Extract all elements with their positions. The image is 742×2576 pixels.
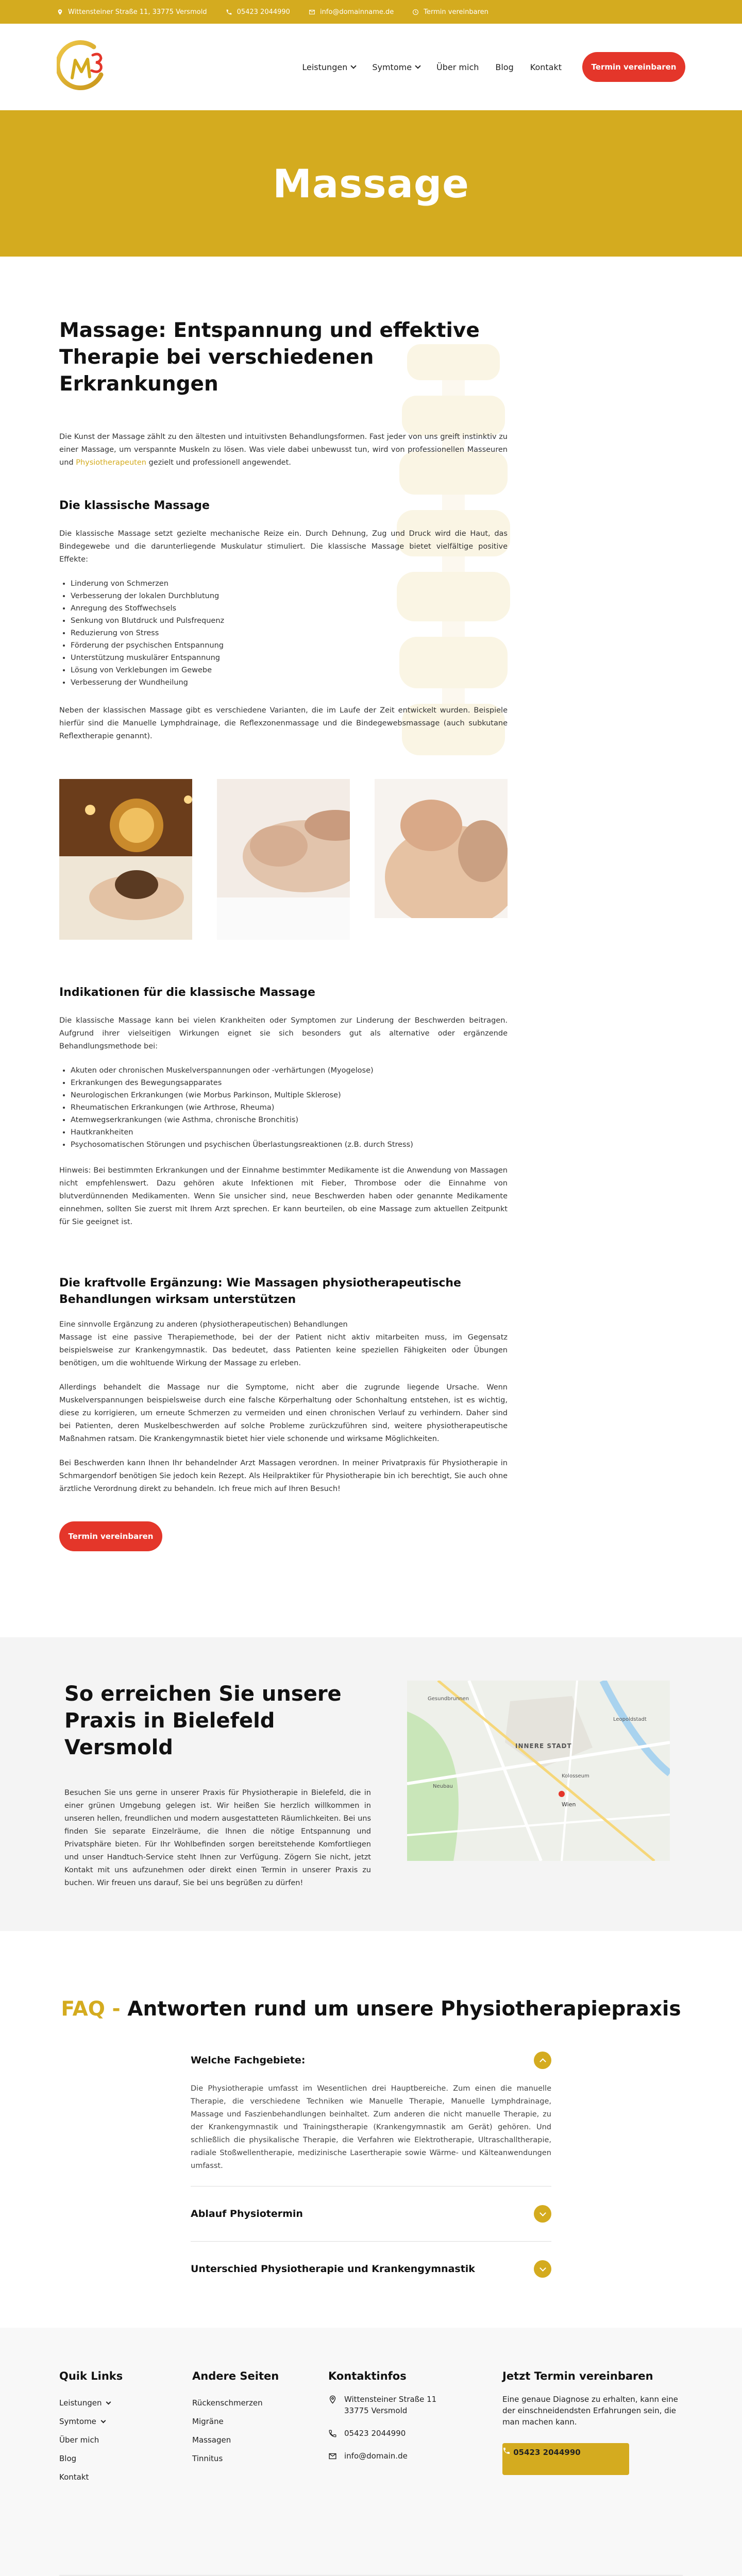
chevron-down-icon <box>351 63 357 69</box>
classic-massage-heading: Die klassische Massage <box>59 499 210 512</box>
list-item: • Psychosomatischen Störungen und psychischen Überlastungsreaktionen (z.B. durch Stress) <box>71 1139 508 1151</box>
mail-icon <box>309 9 315 15</box>
footer-call-button[interactable]: 05423 2044990 <box>502 2443 629 2475</box>
complement-heading: Die kraftvolle Ergänzung: Wie Massagen physiotherapeutische Behandlungen wirksam unterstützen <box>59 1277 461 1306</box>
location-pin-icon <box>57 9 63 15</box>
complement-paragraph-3: Bei Beschwerden kann Ihnen Ihr behandelnder Arzt Massagen verordnen. In meiner Privatpraxis für Physiotherapie in Schmargendorf benötigen Sie jedoch kein Rezept. Als Heilpraktiker für Physiotherapie bin ich berechtigt, Sie auch ohne ärztliche Verordnung direkt zu behandeln. Ich freue mich auf Ihren Besuch! <box>59 1459 508 1493</box>
faq-item <box>191 2242 551 2296</box>
main-content-section <box>0 257 742 1637</box>
list-item: • Lösung von Verklebungen im Gewebe <box>71 664 508 676</box>
list-item: • Senkung von Blutdruck und Pulsfrequenz <box>71 615 508 627</box>
footer-link-migraene[interactable]: Migräne <box>192 2417 224 2426</box>
footer-address: Wittensteiner Straße 11 33775 Versmold <box>328 2394 442 2416</box>
classic-massage-paragraph: Die klassische Massage setzt gezielte mechanische Reize ein. Durch Dehnung, Zug und Druck wird die Haut, das Bindegewebe und die darunterliegende Muskulatur stimuliert. Die klassische Massage bietet vielfältige positive Effekte: <box>59 530 508 564</box>
nav-menu <box>302 52 685 82</box>
faq-heading: FAQ - Antworten rund um unsere Physiotherapiepraxis <box>61 1997 681 2021</box>
location-pin-icon <box>328 2395 337 2404</box>
location-paragraph: Besuchen Sie uns gerne in unserer Praxis für Physiotherapie in Bielefeld, die in einer grünen Umgebung gelegen ist. Wir heißen Sie herzlich willkommen in unseren hellen, freundlichen und modern ausgestatteten Räumlichkeiten. Bei uns finden Sie separate Einzelräume, die Ihnen die nötige Entspannung und Privatsphäre bieten. Für Ihr Wohlbefinden sorgen bereitstehende Komfortliegen und unser Handtuch-Service steht Ihnen zur Verfügung. Zögern Sie nicht, jetzt Kontakt mit uns aufzunehmen oder direkt einen Termin in unserer Praxis zu buchen. Wir freuen uns darauf, Sie bei uns begrüßen zu dürfen! <box>64 1789 371 1887</box>
list-item: • Atemwegserkrankungen (wie Asthma, chronische Bronchitis) <box>71 1114 508 1126</box>
faq-answer: Die Physiotherapie umfasst im Wesentlichen drei Hauptbereiche. Zum einen die manuelle Therapie, die verschiedene Techniken wie Manuelle Therapie, Manuelle Lymphdrainage, Massage und Faszienbehandlungen beinhaltet. Zum anderen die nicht manuelle Therapie, zu der Krankengymnastik und Trainingstherapie (Krankengymnastik am Gerät) gehören. Und schließlich die physikalische Therapie, die Verfahren wie Elektrotherapie, Ultraschalltherapie, radiale Stoßwellentherapie, medizinische Lasertherapie sowie Wärme- und Kälteanwendungen umfasst. <box>191 2084 551 2170</box>
location-text-block <box>64 1681 371 1931</box>
article <box>59 317 508 1551</box>
phone-icon <box>502 2447 511 2455</box>
indications-list <box>59 1064 508 1151</box>
footer-link-ueber-mich[interactable]: Über mich <box>59 2435 99 2445</box>
map-label: Gesundbrunnen <box>428 1696 469 1702</box>
phone-icon <box>226 9 232 15</box>
faq-question[interactable]: Welche Fachgebiete: <box>191 2052 551 2069</box>
physiotherapeuten-link[interactable]: Physiotherapeuten <box>76 459 146 467</box>
logo-mark-icon <box>57 40 113 94</box>
singing-bowl-photo-icon <box>59 779 192 940</box>
complement-paragraph-2: Allerdings behandelt die Massage nur die Symptome, nicht aber die zugrunde liegende Ursache. Wenn Muskelverspannungen beispielsweise durch eine falsche Körperhaltung oder Schonhaltung entstehen, ist es wichtig, diese zu korrigieren, um erneute Schmerzen zu vermeiden und einen chronischen Verlauf zu verhindern. Daher sind bei Patienten, deren Muskelbeschwerden auf solche Probleme zurückzuführen sind, weitere physiotherapeutische Maßnahmen ratsam. Die Krankengymnastik bietet hier viele schonende und wirksame Möglichkeiten. <box>59 1383 508 1443</box>
list-item: • Rheumatischen Erkrankungen (wie Arthrose, Rheuma) <box>71 1101 508 1114</box>
footer-contact: Kontaktinfos Wittensteiner Straße 11 33775 Versmold 05423 2044990 info@domain.de <box>328 2370 502 2486</box>
list-item: • Neurologischen Erkrankungen (wie Morbus Parkinson, Multiple Sklerose) <box>71 1089 508 1101</box>
topbar-address: Wittensteiner Straße 11, 33775 Versmold <box>57 8 207 16</box>
chevron-down-icon[interactable] <box>534 2205 551 2223</box>
map-label: INNERE STADT <box>515 1742 572 1750</box>
footer-link-massagen[interactable]: Massagen <box>192 2435 231 2445</box>
map-label: Leopoldstadt <box>613 1717 647 1722</box>
nav-item-blog[interactable]: Blog <box>495 62 514 72</box>
intro-paragraph: Die Kunst der Massage zählt zu den ältesten und intuitivsten Behandlungsformen. Fast jeder von uns greift instinktiv zu einer Massage, um verspannte Muskeln zu lösen. Was viele dabei unbewusst tun, wird von professionellen Masseuren und Physiotherapeuten gezielt und professionell angewendet. <box>59 433 508 467</box>
massage-photo-2 <box>217 779 350 940</box>
chevron-down-icon <box>106 2399 111 2404</box>
back-massage-photo-icon <box>375 779 508 940</box>
footer <box>0 2328 742 2576</box>
footer-link-symtome[interactable]: Symtome <box>59 2412 192 2431</box>
list-item: • Förderung der psychischen Entspannung <box>71 639 508 652</box>
nav-item-kontakt[interactable]: Kontakt <box>530 62 562 72</box>
map-label: Kolosseum <box>562 1773 589 1779</box>
map-label: Neubau <box>433 1784 453 1789</box>
variants-paragraph: Neben der klassischen Massage gibt es verschiedene Varianten, die im Laufe der Zeit entwickelt wurden. Beispiele hierfür sind die Manuelle Lymphdrainage, die Reflexzonenmassage und die Bindegewebsmassage (auch subkutane Reflextherapie genannt). <box>59 706 508 740</box>
faq-section <box>0 1931 742 2328</box>
effects-list <box>59 578 508 689</box>
faq-item <box>191 2187 551 2242</box>
nav-item-leistungen[interactable]: Leistungen <box>302 62 356 72</box>
location-heading: So erreichen Sie unsere Praxis in Bielefeld Versmold <box>64 1682 342 1759</box>
topbar-phone[interactable]: 05423 2044990 <box>226 8 290 16</box>
face-massage-photo-icon <box>217 779 350 940</box>
footer-link-rueckenschmerzen[interactable]: Rückenschmerzen <box>192 2398 263 2408</box>
list-item: • Verbesserung der lokalen Durchblutung <box>71 590 508 602</box>
mail-icon <box>328 2452 337 2461</box>
footer-link-leistungen[interactable]: Leistungen <box>59 2394 192 2412</box>
nav-appointment-button[interactable]: Termin vereinbaren <box>582 52 685 82</box>
footer-link-kontakt[interactable]: Kontakt <box>59 2472 89 2482</box>
complement-paragraph-1: Eine sinnvolle Ergänzung zu anderen (physiotherapeutischen) Behandlungen Massage ist eine passive Therapiemethode, bei der der Patient nicht aktiv mitarbeiten muss, im Gegensatz beispielsweise zur Krankengymnastik. Das bedeutet, dass Patienten keine speziellen Fähigkeiten oder Übungen benötigen, um die wohltuende Wirkung der Massage zu erleben. <box>59 1320 508 1367</box>
map-icon <box>407 1681 670 1861</box>
footer-appointment: Jetzt Termin vereinbaren Eine genaue Diagnose zu erhalten, kann eine der einschneidendsten Erfahrungen sein, die man machen kann. 05423 2044990 <box>502 2370 683 2486</box>
hero-banner <box>0 110 742 257</box>
chevron-up-icon[interactable] <box>534 2052 551 2069</box>
clock-icon <box>412 9 419 15</box>
nav-item-symtome[interactable]: Symtome <box>372 62 420 72</box>
page-title: Massage <box>273 160 469 207</box>
footer-link-blog[interactable]: Blog <box>59 2454 77 2463</box>
list-item: • Reduzierung von Stress <box>71 627 508 639</box>
list-item: • Unterstützung muskulärer Entspannung <box>71 652 508 664</box>
footer-link-tinnitus[interactable]: Tinnitus <box>192 2454 223 2463</box>
location-section <box>0 1637 742 1931</box>
massage-photo-1 <box>59 779 192 940</box>
list-item: • Akuten oder chronischen Muskelverspannungen oder -verhärtungen (Myogelose) <box>71 1064 508 1077</box>
phone-icon <box>328 2429 337 2438</box>
footer-columns <box>59 2370 683 2486</box>
list-item: • Verbesserung der Wundheilung <box>71 676 508 689</box>
footer-quick-links: Quik Links Leistungen Symtome Über mich Blog Kontakt <box>59 2370 192 2486</box>
topbar-email[interactable]: info@domainname.de <box>309 8 394 16</box>
map-label: Wien <box>562 1801 576 1808</box>
indications-heading: Indikationen für die klassische Massage <box>59 986 315 999</box>
map[interactable] <box>407 1681 670 1861</box>
list-item: • Erkrankungen des Bewegungsapparates <box>71 1077 508 1089</box>
list-item: • Hautkrankheiten <box>71 1126 508 1139</box>
footer-other-pages: Andere Seiten Rückenschmerzen Migräne Massagen Tinnitus <box>192 2370 328 2486</box>
indications-paragraph: Die klassische Massage kann bei vielen Krankheiten oder Symptomen zur Linderung der Beschwerden beitragen. Aufgrund ihrer vielseitigen Wirkungen eignet sie sich besonders gut als alternative oder ergänzende Behandlungsmethode bei: <box>59 1016 508 1050</box>
chevron-down-icon <box>415 63 420 69</box>
list-item: • Linderung von Schmerzen <box>71 578 508 590</box>
logo[interactable] <box>57 40 113 94</box>
massage-photo-3 <box>375 779 508 940</box>
nav-item-ueber-mich[interactable]: Über mich <box>436 62 479 72</box>
main-nav <box>0 24 742 110</box>
chevron-down-icon <box>100 2418 106 2423</box>
top-bar <box>0 0 742 24</box>
article-title: Massage: Entspannung und effektive Therapie bei verschiedenen Erkrankungen <box>59 319 480 396</box>
faq-item <box>191 2038 551 2187</box>
faq-question[interactable]: Ablauf Physiotermin <box>191 2205 551 2223</box>
faq-list <box>191 2038 551 2296</box>
footer-appointment-text: Eine genaue Diagnose zu erhalten, kann eine der einschneidendsten Erfahrungen sein, die man machen kann. <box>502 2395 678 2427</box>
footer-email[interactable]: info@domain.de <box>328 2450 502 2462</box>
list-item: • Anregung des Stoffwechsels <box>71 602 508 615</box>
hint-paragraph: Hinweis: Bei bestimmten Erkrankungen und der Einnahme bestimmter Medikamente ist die Anwendung von Massagen nicht empfehlenswert. Dazu gehören akute Infektionen mit Fieber, Thrombose oder die Einnahme von blutverdünnenden Medikamenten. Wenn Sie unsicher sind, neue Beschwerden haben oder genannte Medikamente einnehmen, sollten Sie zuerst mit Ihrem Arzt sprechen. Er kann beurteilen, ob eine Massage zum aktuellen Zeitpunkt für Sie geeignet ist. <box>59 1166 508 1226</box>
chevron-down-icon[interactable] <box>534 2260 551 2278</box>
faq-question[interactable]: Unterschied Physiotherapie und Krankengymnastik <box>191 2260 551 2278</box>
photo-gallery <box>59 779 508 940</box>
footer-phone[interactable]: 05423 2044990 <box>328 2428 502 2439</box>
article-appointment-button[interactable]: Termin vereinbaren <box>59 1521 162 1551</box>
topbar-appointment[interactable]: Termin vereinbaren <box>412 8 488 16</box>
